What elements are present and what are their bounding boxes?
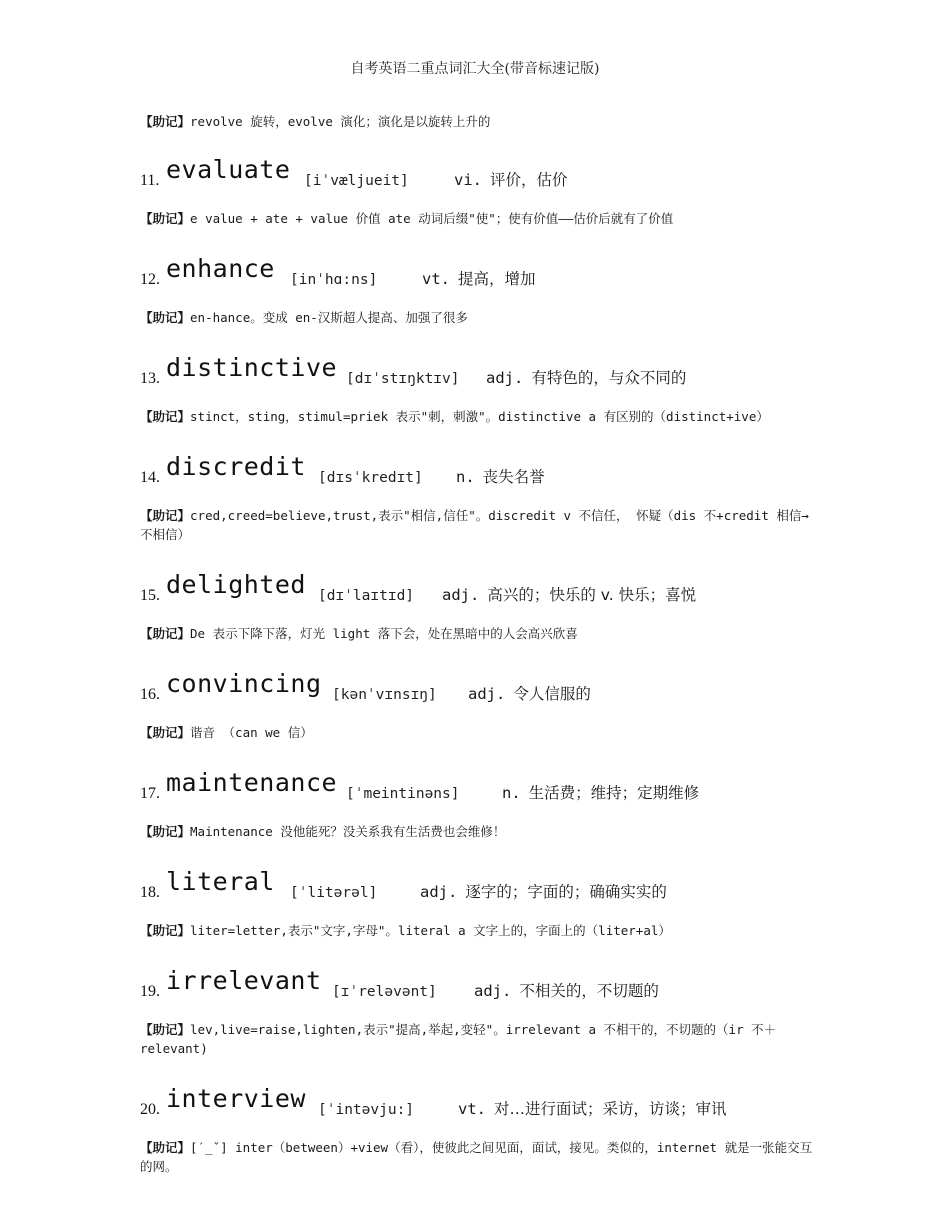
vocab-entry xyxy=(140,143,820,242)
headword: interview xyxy=(166,1084,306,1113)
part-of-speech: vt. xyxy=(458,1100,486,1118)
vocab-entry xyxy=(140,440,820,558)
mnemonic-text: De 表示下降下落，灯光 light 落下会，处在黑暗中的人会高兴欣喜 xyxy=(190,626,578,641)
phonetic: [iˈvæljueit] xyxy=(304,173,409,189)
mnemonic-note xyxy=(140,822,820,841)
definition xyxy=(474,983,659,1000)
phonetic: [dɪsˈkredɪt] xyxy=(318,470,423,486)
mnemonic-text: Maintenance 没他能死？没关系我有生活费也会维修！ xyxy=(190,824,506,839)
definition xyxy=(420,884,667,901)
mnemonic-note xyxy=(140,209,820,228)
part-of-speech: vt. xyxy=(422,270,450,288)
part-of-speech: adj. xyxy=(420,883,458,901)
mnemonic-note xyxy=(140,921,820,940)
definition-text: 令人信服的 xyxy=(513,685,591,703)
vocab-entry xyxy=(140,855,820,954)
definition-text: 不相关的，不切题的 xyxy=(519,982,659,1000)
entry-number: 13. xyxy=(140,370,160,387)
spacer xyxy=(140,228,820,242)
mnemonic-text: stinct，sting，stimul=priek 表示"刺，刺激"。distinctive a 有区别的（distinct+ive） xyxy=(190,409,769,424)
headword: distinctive xyxy=(166,353,338,382)
vocab-entry xyxy=(140,341,820,440)
mnemonic-note xyxy=(140,407,820,426)
headword: maintenance xyxy=(166,768,338,797)
spacer xyxy=(140,327,820,341)
headword: enhance xyxy=(166,254,275,283)
mnemonic-tag: 【助记】 xyxy=(140,114,191,129)
entry-number: 12. xyxy=(140,271,160,288)
spacer xyxy=(140,1176,820,1190)
word-line xyxy=(140,855,820,901)
mnemonic-note xyxy=(140,1020,820,1058)
phonetic: [inˈhɑ:ns] xyxy=(290,272,378,288)
mnemonic-note xyxy=(140,112,820,131)
spacer xyxy=(140,940,820,954)
mnemonic-text: 谐音 （can we 信） xyxy=(190,725,313,740)
part-of-speech: n. xyxy=(502,784,521,802)
mnemonic-tag: 【助记】 xyxy=(140,923,191,938)
mnemonic-tag: 【助记】 xyxy=(140,211,191,226)
vocabulary-list xyxy=(140,112,820,1190)
mnemonic-text: liter=letter,表示"文字,字母"。literal a 文字上的，字面上的（liter+al） xyxy=(190,923,671,938)
definition-text: 提高，增加 xyxy=(458,270,536,288)
phonetic: [ˈmeintinəns] xyxy=(346,786,460,802)
entry-number: 20. xyxy=(140,1101,160,1118)
mnemonic-tag: 【助记】 xyxy=(140,725,191,740)
definition xyxy=(456,469,545,486)
mnemonic-tag: 【助记】 xyxy=(140,824,191,839)
mnemonic-tag: 【助记】 xyxy=(140,626,191,641)
headword: discredit xyxy=(166,452,306,481)
phonetic: [dɪˈlaɪtɪd] xyxy=(318,588,415,604)
phonetic: [ɪˈreləvənt] xyxy=(332,984,437,1000)
spacer xyxy=(140,643,820,657)
mnemonic-note xyxy=(140,1138,820,1176)
word-line xyxy=(140,440,820,486)
definition xyxy=(458,1101,727,1118)
mnemonic-tag: 【助记】 xyxy=(140,508,191,523)
spacer xyxy=(140,1058,820,1072)
mnemonic-note xyxy=(140,624,820,643)
word-line xyxy=(140,341,820,387)
headword: literal xyxy=(166,867,275,896)
word-line xyxy=(140,558,820,604)
vocab-entry xyxy=(140,242,820,341)
definition xyxy=(468,686,591,703)
part-of-speech: adj. xyxy=(486,369,524,387)
word-line xyxy=(140,242,820,288)
mnemonic-text: lev,live=raise,lighten,表示"提高,举起,变轻"。irrelevant a 不相干的，不切题的（ir 不＋relevant) xyxy=(140,1022,777,1056)
word-line xyxy=(140,1072,820,1118)
mnemonic-note xyxy=(140,723,820,742)
phonetic: [ˈintəvju:] xyxy=(318,1102,415,1118)
entry-number: 17. xyxy=(140,785,160,802)
entry-number: 19. xyxy=(140,983,160,1000)
vocab-entry xyxy=(140,558,820,657)
word-line xyxy=(140,143,820,189)
part-of-speech: n. xyxy=(456,468,475,486)
part-of-speech: adj. xyxy=(442,586,480,604)
mnemonic-text: en-hance。变成 en-汉斯超人提高、加强了很多 xyxy=(190,310,468,325)
document-title: 自考英语二重点词汇大全(带音标速记版) xyxy=(350,61,600,77)
entry-number: 14. xyxy=(140,469,160,486)
vocab-entry xyxy=(140,657,820,756)
definition xyxy=(486,370,686,387)
spacer xyxy=(140,426,820,440)
definition xyxy=(422,271,536,288)
mnemonic-text: revolve 旋转，evolve 演化；演化是以旋转上升的 xyxy=(190,114,491,129)
definition-text: 高兴的；快乐的 v. 快乐；喜悦 xyxy=(487,586,697,604)
headword: delighted xyxy=(166,570,306,599)
word-line xyxy=(140,756,820,802)
definition-text: 对…进行面试；采访，访谈；审讯 xyxy=(494,1100,727,1118)
phonetic: [dɪˈstɪŋktɪv] xyxy=(346,371,460,387)
word-line xyxy=(140,657,820,703)
vocab-entry xyxy=(140,954,820,1072)
definition-text: 有特色的，与众不同的 xyxy=(531,369,687,387)
mnemonic-note xyxy=(140,506,820,544)
definition-text: 评价，估价 xyxy=(490,171,568,189)
mnemonic-tag: 【助记】 xyxy=(140,1140,191,1155)
mnemonic-note xyxy=(140,308,820,327)
definition-text: 逐字的；字面的；确确实实的 xyxy=(465,883,667,901)
entry-list xyxy=(140,143,820,1190)
headword: convincing xyxy=(166,669,322,698)
definition xyxy=(454,172,568,189)
entry-number: 15. xyxy=(140,587,160,604)
vocab-entry xyxy=(140,1072,820,1190)
mnemonic-tag: 【助记】 xyxy=(140,1022,191,1037)
mnemonic-text: cred,creed=believe,trust,表示"相信,信任"。discredit v 不信任， 怀疑（dis 不+credit 相信→不相信） xyxy=(140,508,809,542)
part-of-speech: vi. xyxy=(454,171,482,189)
spacer xyxy=(140,544,820,558)
entry-number: 11. xyxy=(140,172,160,189)
part-of-speech: adj. xyxy=(468,685,506,703)
definition xyxy=(502,785,699,802)
part-of-speech: adj. xyxy=(474,982,512,1000)
mnemonic-tag: 【助记】 xyxy=(140,310,191,325)
definition-text: 丧失名誉 xyxy=(482,468,545,486)
mnemonic-text: e value + ate + value 价值 ate 动词后缀"使"；使有价值——估价后就有了价值 xyxy=(190,211,674,226)
mnemonic-tag: 【助记】 xyxy=(140,409,191,424)
spacer xyxy=(140,841,820,855)
phonetic: [kənˈvɪnsɪŋ] xyxy=(332,687,437,703)
word-line xyxy=(140,954,820,1000)
definition xyxy=(442,587,696,604)
headword: irrelevant xyxy=(166,966,322,995)
definition-text: 生活费；维持；定期维修 xyxy=(528,784,700,802)
mnemonic-text: [ˊ_ˇ] inter（between）+view（看），使彼此之间见面，面试，接见。类似的，internet 就是一张能交互的网。 xyxy=(140,1140,813,1174)
vocab-entry xyxy=(140,756,820,855)
headword: evaluate xyxy=(166,155,291,184)
entry-number: 18. xyxy=(140,884,160,901)
phonetic: [ˈlitərəl] xyxy=(290,885,378,901)
spacer xyxy=(140,742,820,756)
entry-number: 16. xyxy=(140,686,160,703)
